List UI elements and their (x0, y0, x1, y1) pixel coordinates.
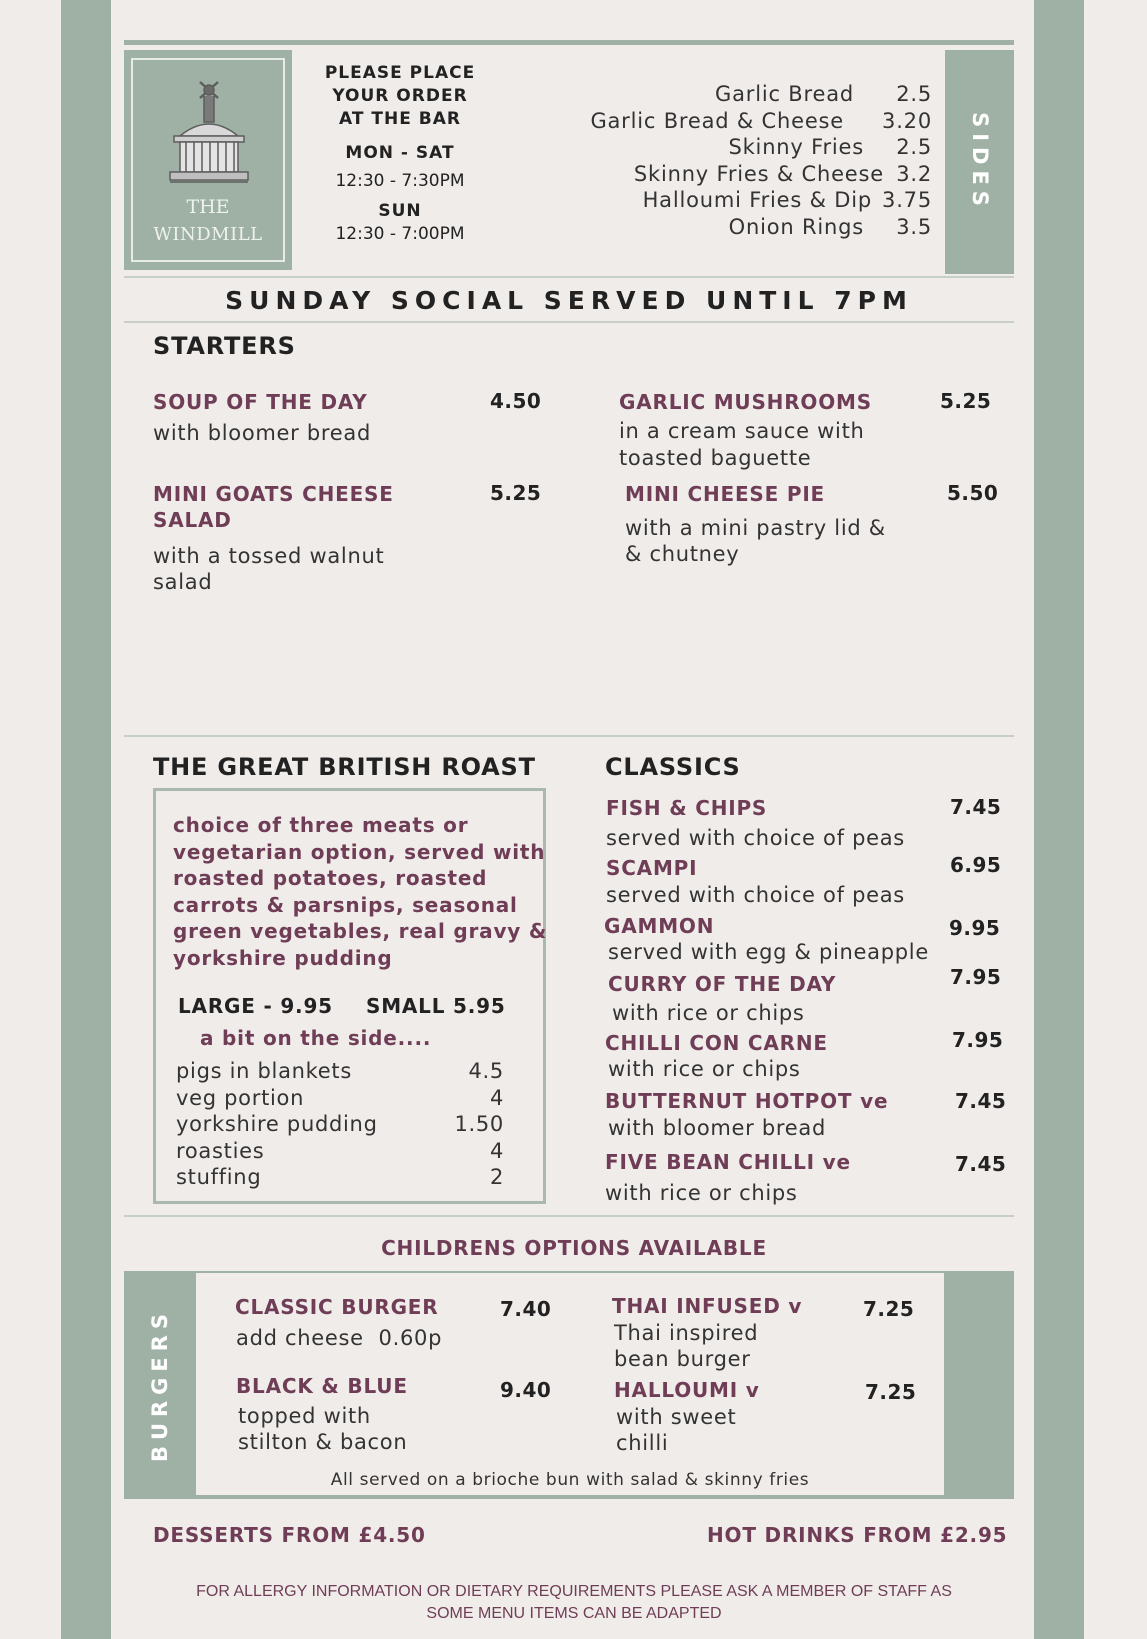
starter-price: 5.50 (947, 481, 999, 505)
burger-name: HALLOUMI v (614, 1378, 760, 1402)
burger-desc: stilton & bacon (238, 1430, 408, 1454)
classic-price: 7.95 (952, 1028, 1004, 1052)
burger-price: 7.25 (863, 1297, 915, 1321)
order-line-2: YOUR ORDER (332, 86, 468, 106)
desserts-info: DESSERTS FROM £4.50 (153, 1523, 426, 1547)
burger-desc: with sweet (616, 1405, 737, 1429)
classic-name: CHILLI CON CARNE (605, 1031, 828, 1055)
starter-name: MINI GOATS CHEESE (153, 482, 394, 506)
burger-name: THAI INFUSED v (612, 1294, 803, 1318)
roast-large-price: LARGE - 9.95 (178, 994, 333, 1018)
roast-side-title: a bit on the side.... (200, 1026, 432, 1050)
starters-title: STARTERS (153, 332, 296, 360)
weekday-hours: 12:30 - 7:30PM (335, 171, 465, 191)
classic-desc: with rice or chips (608, 1057, 801, 1081)
allergy-notice-line-1: FOR ALLERGY INFORMATION OR DIETARY REQUIREMENTS PLEASE ASK A MEMBER OF STAFF AS (196, 1583, 952, 1600)
logo-text-windmill: WINDMILL (153, 224, 263, 245)
classic-price: 6.95 (950, 853, 1002, 877)
sunday-banner: SUNDAY SOCIAL SERVED UNTIL 7PM (225, 286, 913, 315)
top-rule (124, 40, 1014, 45)
burger-price: 9.40 (500, 1378, 552, 1402)
starter-name: SOUP OF THE DAY (153, 390, 368, 414)
classic-price: 7.45 (950, 795, 1002, 819)
roast-desc-line: green vegetables, real gravy & (173, 919, 548, 943)
sides-tab (945, 50, 1014, 274)
roast-desc-line: yorkshire pudding (173, 945, 393, 970)
left-border-band (61, 0, 111, 1639)
classic-desc: with bloomer bread (608, 1116, 826, 1140)
sunday-hours: 12:30 - 7:00PM (335, 224, 465, 244)
roast-desc-line: choice of three meats or (173, 813, 469, 837)
divider (124, 735, 1014, 737)
classic-price: 7.45 (955, 1089, 1007, 1113)
burger-desc: topped with (238, 1404, 371, 1428)
roast-extra-item: veg portion 4 (176, 1085, 504, 1110)
weekday-label: MON - SAT (345, 143, 455, 163)
roast-desc-line: vegetarian option, served with (173, 839, 546, 864)
side-item: Skinny Fries 2.5 (728, 135, 932, 159)
sunday-label: SUN (378, 201, 422, 221)
starter-desc: in a cream sauce with (619, 419, 865, 443)
roast-description (173, 812, 547, 971)
classic-name: FIVE BEAN CHILLI ve (605, 1150, 851, 1174)
starter-desc: with a tossed walnut (153, 544, 385, 568)
divider (124, 276, 1014, 278)
side-item: Skinny Fries & Cheese 3.2 (633, 161, 932, 186)
roast-desc-line: roasted potatoes, roasted (173, 866, 488, 890)
classic-price: 7.95 (950, 965, 1002, 989)
burger-name: CLASSIC BURGER (235, 1295, 439, 1319)
roast-extra-item: stuffing 2 (176, 1165, 504, 1189)
roast-extras (176, 1058, 504, 1191)
side-item: Garlic Bread & Cheese 3.20 (590, 108, 932, 133)
classics-title: CLASSICS (605, 753, 741, 781)
starter-price: 5.25 (490, 481, 542, 505)
starter-name: GARLIC MUSHROOMS (619, 390, 872, 414)
order-line-3: AT THE BAR (339, 109, 461, 129)
roast-small-price: SMALL 5.95 (366, 994, 506, 1018)
classic-desc: served with choice of peas (606, 883, 905, 907)
burger-desc: add cheese 0.60p (236, 1326, 443, 1350)
burger-desc: bean burger (614, 1347, 751, 1371)
classic-price: 9.95 (949, 916, 1001, 940)
classic-name: GAMMON (604, 914, 715, 938)
hot-drinks-info: HOT DRINKS FROM £2.95 (707, 1523, 1008, 1547)
divider (124, 321, 1014, 323)
starter-name: MINI CHEESE PIE (625, 482, 826, 506)
burger-name: BLACK & BLUE (236, 1374, 408, 1398)
burgers-tab-label: BURGERS (148, 1307, 172, 1463)
side-item: Garlic Bread 2.5 (715, 82, 932, 106)
classic-name: FISH & CHIPS (606, 796, 768, 820)
burger-desc: Thai inspired (614, 1321, 759, 1345)
starter-desc: with a mini pastry lid & (625, 516, 886, 540)
starter-desc: & chutney (625, 542, 740, 566)
starter-desc: salad (153, 570, 213, 594)
roast-extra-item: roasties 4 (176, 1138, 504, 1163)
roast-extra-item: yorkshire pudding 1.50 (176, 1112, 504, 1136)
classic-desc: served with egg & pineapple (608, 940, 929, 964)
side-item: Onion Rings 3.5 (728, 214, 932, 239)
burger-desc: chilli (616, 1431, 669, 1455)
side-item: Halloumi Fries & Dip 3.75 (642, 188, 932, 212)
classic-name: BUTTERNUT HOTPOT ve (605, 1089, 889, 1113)
roast-extra-item: pigs in blankets 4.5 (176, 1059, 504, 1083)
starter-desc: toasted baguette (619, 446, 812, 470)
classic-desc: with rice or chips (605, 1181, 798, 1205)
classic-name: SCAMPI (606, 856, 698, 880)
roast-desc-line: carrots & parsnips, seasonal (173, 892, 518, 917)
sides-list (560, 82, 932, 241)
starter-name: SALAD (153, 508, 232, 532)
burger-price: 7.40 (500, 1297, 552, 1321)
childrens-options: CHILDRENS OPTIONS AVAILABLE (381, 1236, 767, 1260)
order-line-1: PLEASE PLACE (324, 63, 476, 83)
logo-text-the: THE (186, 196, 230, 218)
order-info (305, 62, 495, 246)
right-border-band (1034, 0, 1084, 1639)
divider (124, 1215, 1014, 1217)
roast-title: THE GREAT BRITISH ROAST (153, 753, 536, 781)
windmill-logo (124, 50, 292, 270)
starter-price: 4.50 (490, 389, 542, 413)
classic-price: 7.45 (955, 1152, 1007, 1176)
classic-name: CURRY OF THE DAY (608, 972, 837, 996)
allergy-notice-line-2: SOME MENU ITEMS CAN BE ADAPTED (426, 1605, 722, 1622)
burgers-footnote: All served on a brioche bun with salad & skinny fries (330, 1470, 810, 1490)
sides-tab-label: SIDES (967, 112, 992, 212)
starter-desc: with bloomer bread (153, 421, 371, 445)
classic-desc: served with choice of peas (606, 826, 905, 850)
starter-price: 5.25 (940, 389, 992, 413)
classic-desc: with rice or chips (612, 1001, 805, 1025)
burger-price: 7.25 (865, 1380, 917, 1404)
